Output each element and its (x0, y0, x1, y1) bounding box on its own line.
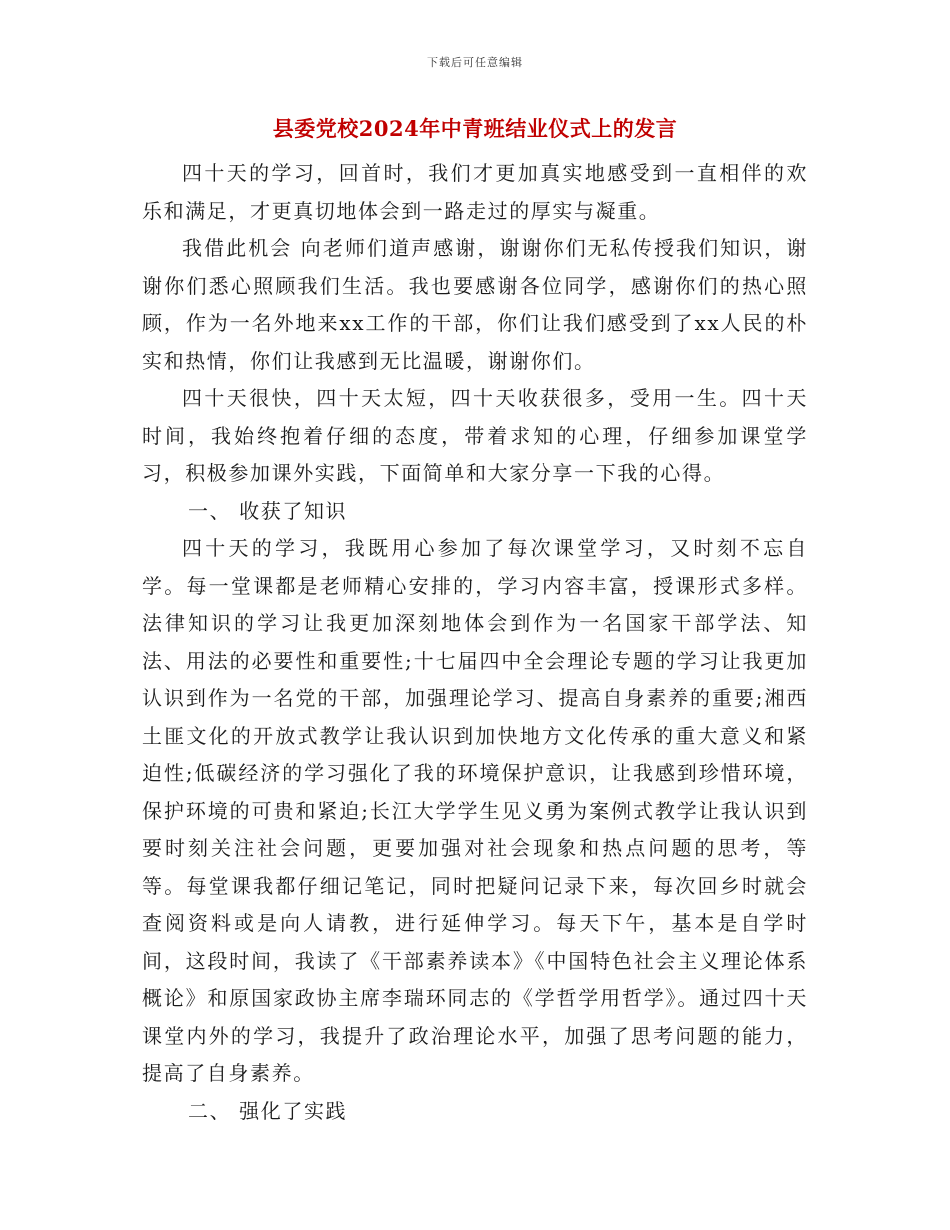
document-body (142, 155, 808, 1130)
paragraph-thanks: 我借此机会 向老师们道声感谢，谢谢你们无私传授我们知识，谢谢你们悉心照顾我们生活。我也要感谢各位同学，感谢你们的热心照顾，作为一名外地来xx工作的干部，你们让我们感受到了xx人民的朴实和热情，你们让我感到无比温暖，谢谢你们。 (142, 236, 808, 373)
header-note: 下载后可任意编辑 (427, 56, 523, 69)
document-title: 县委党校2024年中青班结业仪式上的发言 (272, 116, 678, 141)
paragraph-intro: 四十天的学习，回首时，我们才更加真实地感受到一直相伴的欢乐和满足，才更真切地体会到一路走过的厚实与凝重。 (142, 161, 808, 223)
paragraph-knowledge: 四十天的学习，我既用心参加了每次课堂学习，又时刻不忘自学。每一堂课都是老师精心安排的，学习内容丰富，授课形式多样。法律知识的学习让我更加深刻地体会到作为一名国家干部学法、知法、用法的必要性和重要性;十七届四中全会理论专题的学习让我更加认识到作为一名党的干部，加强理论学习、提高自身素养的重要;湘西土匪文化的开放式教学让我认识到加快地方文化传承的重大意义和紧迫性;低碳经济的学习强化了我的环境保护意识，让我感到珍惜环境，保护环境的可贵和紧迫;长江大学学生见义勇为案例式教学让我认识到要时刻关注社会问题，更要加强对社会现象和热点问题的思考，等等。每堂课我都仔细记笔记，同时把疑问记录下来，每次回乡时就会查阅资料或是向人请教，进行延伸学习。每天下午，基本是自学时间，这段时间，我读了《干部素养读本》《中国特色社会主义理论体系概论》和原国家政协主席李瑞环同志的《学哲学用哲学》。通过四十天课堂内外的学习，我提升了政治理论水平，加强了思考问题的能力，提高了自身素养。 (142, 536, 808, 1085)
section-heading-knowledge: 一、 收获了知识 (188, 498, 348, 523)
section-heading-practice: 二、 强化了实践 (188, 1098, 348, 1123)
paragraph-overview: 四十天很快，四十天太短，四十天收获很多，受用一生。四十天时间，我始终抱着仔细的态度，带着求知的心理，仔细参加课堂学习，积极参加课外实践，下面简单和大家分享一下我的心得。 (142, 386, 808, 485)
